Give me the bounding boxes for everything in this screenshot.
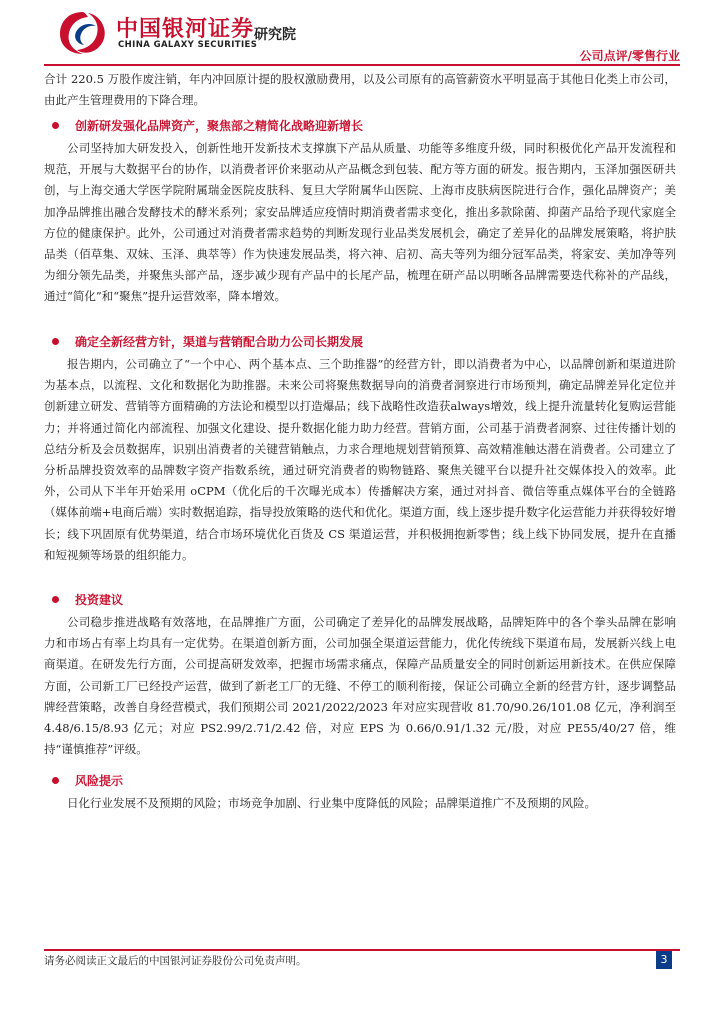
section-title: 投资建议: [75, 593, 124, 607]
header-divider: [44, 64, 680, 66]
section-body-risk: [44, 793, 676, 814]
brand-name-cn: 中国银河证券: [116, 17, 255, 42]
body-paragraph: 公司坚持加大研发投入，创新性地开发新技术支撑旗下产品从质量、功能等多维度升级，同时积极优化产品开发流程和规范，开展与大数据平台的协作，以消费者评价来驱动从产品概念到包装、配方等方面的研发。报告期内，玉泽加强医研共创，与上海交通大学医学院附属瑞金医院皮肤科、复旦大学附属华山医院、上海市皮肤病医院进行合作，强化品牌资产；美加净品牌推出融合发酵技术的酵米系列；家安品牌适应疫情时期消费者需求变化，推出多款除菌、抑菌产品给予现代家庭全方位的健康保护。此外，公司通过对消费者需求趋势的判断发现行业品类发展机会，确定了差异化的品牌发展策略，将护肤品类（佰草集、双妹、玉泽、典萃等）作为快速发展品类，将六神、启初、高夫等列为细分冠军品类，将家安、美加净等列为细分领先品类，并聚焦头部产品，逐步减少现有产品中的长尾产品，梳理在研产品以明晰各品牌需要迭代称补的产品线，通过“简化”和“聚焦”提升运营效率，降本增效。: [44, 141, 676, 304]
page-number: 3: [656, 951, 672, 969]
section-title: 创新研发强化品牌资产，聚焦部之精简化战略迎新增长: [75, 119, 364, 133]
section-title: 确定全新经营方针，渠道与营销配合助力公司长期发展: [75, 335, 364, 349]
section-heading-strategy: [44, 332, 676, 354]
galaxy-logo-icon: [58, 10, 108, 56]
brand-subtitle: 研究院: [254, 27, 296, 43]
section-body-strategy: [44, 354, 676, 566]
section-body-investment: [44, 612, 676, 760]
intro-block: [44, 69, 676, 111]
footer-divider: [44, 949, 680, 951]
section-heading-investment: [44, 590, 676, 612]
section-heading-innovation: [44, 116, 676, 138]
body-paragraph: 报告期内，公司确立了“一个中心、两个基本点、三个助推器”的经营方针，即以消费者为中心，以品牌创新和渠道进阶为基本点，以流程、文化和数据化为助推器。未来公司将聚焦数据导向的消费者洞察进行市场预判，确定品牌差异化定位并创新建立研发、营销等方面精确的方法论和模型以打造爆品；线下战略性改造获always增效，线上提升流量转化复购运营能力；并将通过简化内部流程、加强文化建设、提升数据化能力助力经营。营销方面，公司基于消费者洞察、过往传播计划的总结分析及会员数据库，识别出消费者的关键营销触点，力求合理地规划营销预算、高效精准触达潜在消费者。公司建立了分析品牌投资效率的品牌数字资产指数系统，通过研究消费者的购物链路、聚焦关键平台以提升社交媒体投入的效率。此外，公司从下半年开始采用 oCPM（优化后的千次曝光成本）传播解决方案，通过对抖音、微信等重点媒体平台的全链路（媒体前端+电商后端）实时数据追踪，指导投放策略的迭代和优化。渠道方面，线上逐步提升数字化运营能力并获得较好增长；线下巩固原有优势渠道，结合市场环境优化百货及 CS 渠道运营，并积极拥抱新零售；线上线下协同发展，提升在直播和短视频等场景的组织能力。: [44, 357, 676, 562]
section-body-innovation: [44, 138, 676, 308]
body-paragraph: 公司稳步推进战略有效落地，在品牌推广方面，公司确定了差异化的品牌发展战略，品牌矩阵中的各个拳头品牌在影响力和市场占有率上均具有一定优势。在渠道创新方面，公司加强全渠道运营能力，优化传统线下渠道布局，发展新兴线上电商渠道。在研发先行方面，公司提高研发效率，把握市场需求痛点，保障产品质量安全的同时创新运用新技术。在供应保障方面，公司新工厂已经投产运营，做到了新老工厂的无缝、不停工的顺利衔接，保证公司确立全新的经营方针，逐步调整品牌经营策略，改善自身经营模式，我们预期公司 2021/2022/2023 年对应实现营收 81.70/90.26/101.08 亿元，净利润至 4.48/6.15/8.93 亿元；对应 PS2.99/2.71/2.42 倍，对应 EPS 为 0.66/0.91/1.32 元/股，对应 PE55/40/27 倍，维持“谨慎推荐”评级。: [44, 615, 676, 757]
bullet-icon: [52, 338, 59, 345]
page-header: [0, 0, 724, 62]
section-heading-risk: [44, 771, 676, 793]
intro-paragraph: 合计 220.5 万股作废注销，年内冲回原计提的股权激励费用，以及公司原有的高管薪资水平明显高于其他日化类上市公司，由此产生管理费用的下降合理。: [44, 72, 676, 108]
footer-disclaimer: 请务必阅读正文最后的中国银河证券股份公司免责声明。: [44, 955, 307, 967]
brand-name-en: CHINA GALAXY SECURITIES: [118, 40, 258, 50]
bullet-icon: [52, 596, 59, 603]
report-category: 公司点评/零售行业: [579, 49, 680, 63]
section-title: 风险提示: [75, 774, 124, 788]
bullet-icon: [52, 777, 59, 784]
bullet-icon: [52, 122, 59, 129]
body-paragraph: 日化行业发展不及预期的风险；市场竞争加剧、行业集中度降低的风险；品牌渠道推广不及预期的风险。: [67, 796, 596, 810]
